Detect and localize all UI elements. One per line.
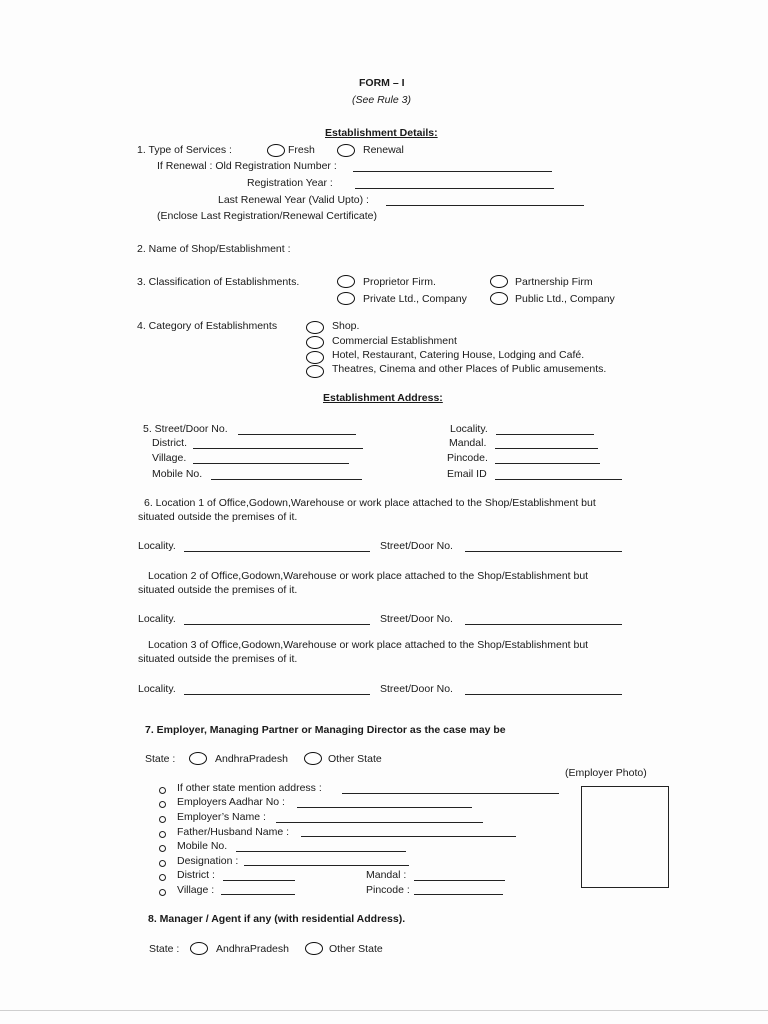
- locality-field[interactable]: [496, 434, 594, 435]
- location-2-locality-label: Locality.: [138, 613, 176, 625]
- employer-pincode-field[interactable]: [414, 894, 503, 895]
- location-3-street-field[interactable]: [465, 694, 622, 695]
- location-3-locality-label: Locality.: [138, 683, 176, 695]
- enclose-certificate-note: (Enclose Last Registration/Renewal Certificate): [157, 210, 378, 222]
- bullet-icon: [159, 787, 166, 794]
- public-ltd-radio[interactable]: [490, 292, 508, 305]
- employer-mandal-field[interactable]: [414, 880, 505, 881]
- other-state-address-label: If other state mention address :: [177, 782, 322, 794]
- old-registration-number-label: If Renewal : Old Registration Number :: [157, 160, 337, 172]
- mandal-field[interactable]: [495, 448, 598, 449]
- email-label: Email ID: [447, 468, 487, 480]
- location-3-text: Location 3 of Office,Godown,Warehouse or work place attached to the Shop/Establishment but: [148, 639, 589, 651]
- manager-state-label: State :: [149, 943, 180, 955]
- location-2-text: Location 2 of Office,Godown,Warehouse or work place attached to the Shop/Establishment but: [148, 570, 589, 582]
- designation-label: Designation :: [177, 855, 239, 867]
- employer-other-state-radio[interactable]: [304, 752, 322, 765]
- employer-heading: 7. Employer, Managing Partner or Managing Director as the case may be: [145, 724, 506, 736]
- employer-pincode-label: Pincode :: [366, 884, 410, 896]
- father-husband-field[interactable]: [301, 836, 516, 837]
- type-of-services-label: 1. Type of Services :: [137, 144, 232, 156]
- bullet-icon: [159, 860, 166, 867]
- mandal-label: Mandal.: [449, 437, 487, 449]
- location-1-text: 6. Location 1 of Office,Godown,Warehouse or work place attached to the Shop/Establishment but: [144, 497, 596, 509]
- renewal-option-label: Renewal: [363, 144, 404, 156]
- commercial-establishment-label: Commercial Establishment: [332, 335, 457, 347]
- location-1-street-field[interactable]: [465, 551, 622, 552]
- establishment-address-heading: Establishment Address:: [323, 392, 443, 404]
- manager-other-state-label: Other State: [329, 943, 383, 955]
- email-field[interactable]: [495, 479, 622, 480]
- employer-mobile-field[interactable]: [236, 851, 406, 852]
- district-label: District.: [152, 437, 187, 449]
- aadhar-field[interactable]: [297, 807, 472, 808]
- hotel-restaurant-label: Hotel, Restaurant, Catering House, Lodging and Café.: [332, 349, 585, 361]
- village-label: Village.: [152, 452, 187, 464]
- registration-year-label: Registration Year :: [247, 177, 333, 189]
- last-renewal-year-field[interactable]: [386, 205, 584, 206]
- public-ltd-label: Public Ltd., Company: [515, 293, 615, 305]
- employer-district-field[interactable]: [223, 880, 295, 881]
- proprietor-firm-label: Proprietor Firm.: [363, 276, 436, 288]
- proprietor-firm-radio[interactable]: [337, 275, 355, 288]
- other-state-address-field[interactable]: [342, 793, 559, 794]
- aadhar-label: Employers Aadhar No :: [177, 796, 285, 808]
- bullet-icon: [159, 889, 166, 896]
- manager-andhrapradesh-radio[interactable]: [190, 942, 208, 955]
- employer-name-field[interactable]: [276, 822, 483, 823]
- locality-label: Locality.: [450, 423, 488, 435]
- hotel-restaurant-radio[interactable]: [306, 351, 324, 364]
- manager-heading: 8. Manager / Agent if any (with residential Address).: [148, 913, 406, 925]
- form-title: FORM – I: [359, 77, 405, 89]
- employer-name-label: Employer’s Name :: [177, 811, 266, 823]
- theatres-cinema-label: Theatres, Cinema and other Places of Public amusements.: [332, 363, 607, 375]
- manager-other-state-radio[interactable]: [305, 942, 323, 955]
- location-2-locality-field[interactable]: [184, 624, 370, 625]
- employer-mandal-label: Mandal :: [366, 869, 407, 881]
- street-door-field[interactable]: [238, 434, 356, 435]
- employer-village-label: Village :: [177, 884, 215, 896]
- private-ltd-label: Private Ltd., Company: [363, 293, 467, 305]
- pincode-field[interactable]: [495, 463, 600, 464]
- location-1-locality-field[interactable]: [184, 551, 370, 552]
- partnership-firm-radio[interactable]: [490, 275, 508, 288]
- renewal-radio[interactable]: [337, 144, 355, 157]
- designation-field[interactable]: [244, 865, 409, 866]
- form-subtitle: (See Rule 3): [352, 94, 411, 106]
- location-3-locality-field[interactable]: [184, 694, 370, 695]
- location-2-street-label: Street/Door No.: [380, 613, 453, 625]
- theatres-cinema-radio[interactable]: [306, 365, 324, 378]
- location-1-locality-label: Locality.: [138, 540, 176, 552]
- shop-radio[interactable]: [306, 321, 324, 334]
- bullet-icon: [159, 831, 166, 838]
- street-door-label: 5. Street/Door No.: [143, 423, 228, 435]
- scan-edge-divider: [0, 1010, 768, 1011]
- mobile-label: Mobile No.: [152, 468, 203, 480]
- employer-photo-box[interactable]: [581, 786, 669, 888]
- mobile-field[interactable]: [211, 479, 362, 480]
- bullet-icon: [159, 801, 166, 808]
- fresh-option-label: Fresh: [288, 144, 315, 156]
- category-label: 4. Category of Establishments: [137, 320, 278, 332]
- last-renewal-year-label: Last Renewal Year (Valid Upto) :: [218, 194, 369, 206]
- name-of-shop-label: 2. Name of Shop/Establishment :: [137, 243, 291, 255]
- village-field[interactable]: [193, 463, 349, 464]
- fresh-radio[interactable]: [267, 144, 285, 157]
- location-1-text-cont: situated outside the premises of it.: [138, 511, 298, 523]
- bullet-icon: [159, 845, 166, 852]
- location-3-street-label: Street/Door No.: [380, 683, 453, 695]
- employer-andhrapradesh-radio[interactable]: [189, 752, 207, 765]
- registration-year-field[interactable]: [355, 188, 554, 189]
- employer-village-field[interactable]: [221, 894, 295, 895]
- employer-andhrapradesh-label: AndhraPradesh: [215, 753, 288, 765]
- district-field[interactable]: [193, 448, 363, 449]
- establishment-details-heading: Establishment Details:: [325, 127, 438, 139]
- bullet-icon: [159, 816, 166, 823]
- employer-district-label: District :: [177, 869, 215, 881]
- employer-photo-label: (Employer Photo): [565, 767, 647, 779]
- old-registration-number-field[interactable]: [353, 171, 552, 172]
- classification-label: 3. Classification of Establishments.: [137, 276, 300, 288]
- bullet-icon: [159, 874, 166, 881]
- location-2-street-field[interactable]: [465, 624, 622, 625]
- pincode-label: Pincode.: [447, 452, 488, 464]
- father-husband-label: Father/Husband Name :: [177, 826, 290, 838]
- location-2-text-cont: situated outside the premises of it.: [138, 584, 298, 596]
- employer-other-state-label: Other State: [328, 753, 382, 765]
- manager-andhrapradesh-label: AndhraPradesh: [216, 943, 289, 955]
- location-1-street-label: Street/Door No.: [380, 540, 453, 552]
- commercial-establishment-radio[interactable]: [306, 336, 324, 349]
- shop-option-label: Shop.: [332, 320, 360, 332]
- location-3-text-cont: situated outside the premises of it.: [138, 653, 298, 665]
- employer-mobile-label: Mobile No.: [177, 840, 228, 852]
- employer-state-label: State :: [145, 753, 176, 765]
- private-ltd-radio[interactable]: [337, 292, 355, 305]
- partnership-firm-label: Partnership Firm: [515, 276, 593, 288]
